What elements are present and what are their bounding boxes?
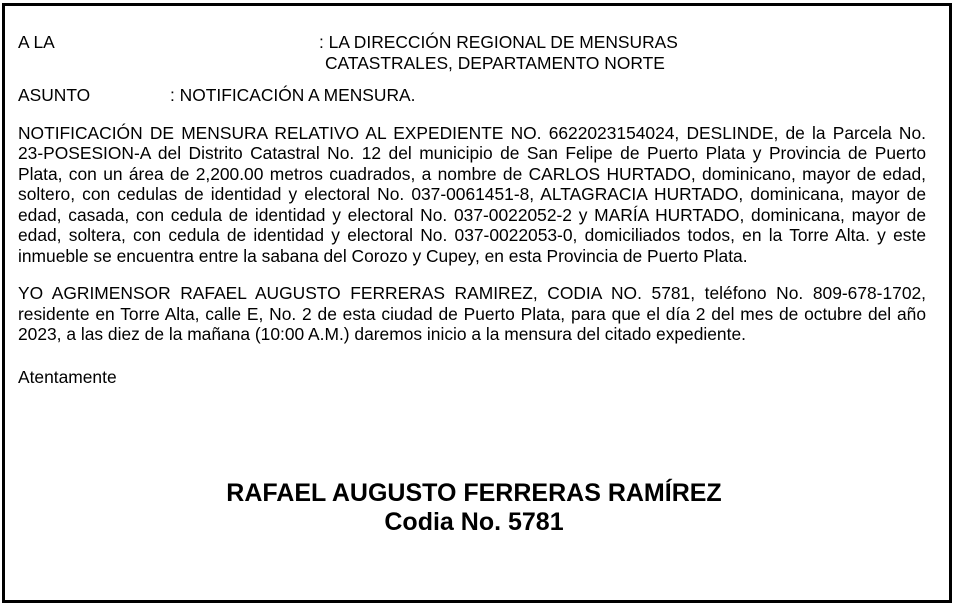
body-paragraph-1: NOTIFICACIÓN DE MENSURA RELATIVO AL EXPEDIENTE NO. 6622023154024, DESLINDE, de la Parcela No. 23-POSESION-A del Distrito Catastral No. 12 del municipio de San Felipe de Puerto Plata y Provincia de Puerto Plata, con un área de 2,200.00 metros cuadrados, a nombre de CARLOS HURTADO, dominicano, mayor de edad, soltero, con cedulas de identidad y electoral No. 037-0061451-8, ALTAGRACIA HURTADO, dominicana, mayor de edad, casada, con cedula de identidad y electoral No. 037-0022052-2 y MARÍA HURTADO, dominicana, mayor de edad, soltera, con cedula de identidad y electoral No. 037-0022053-0, domiciliados todos, en la Torre Alta. y este inmueble se encuentra entre la sabana del Corozo y Cupey, en esta Provincia de Puerto Plata.	[18, 122, 926, 266]
signature-block	[0, 479, 948, 537]
recipient-value	[319, 32, 926, 73]
notice-content	[18, 32, 926, 387]
recipient-line-1: : LA DIRECCIÓN REGIONAL DE MENSURAS	[319, 32, 678, 52]
closing-text: Atentamente	[18, 366, 117, 387]
subject-label: ASUNTO	[18, 85, 91, 105]
subject-block	[18, 85, 926, 106]
recipient-line-2: CATASTRALES, DEPARTAMENTO NORTE	[325, 52, 665, 73]
recipient-block	[18, 32, 926, 73]
subject-value: : NOTIFICACIÓN A MENSURA.	[170, 85, 416, 105]
signature-codia: Codia No. 5781	[384, 508, 564, 536]
recipient-label: A LA	[18, 32, 55, 52]
body-paragraph-2: YO AGRIMENSOR RAFAEL AUGUSTO FERRERAS RAMIREZ, CODIA NO. 5781, teléfono No. 809-678-1702, residente en Torre Alta, calle E, No. 2 de esta ciudad de Puerto Plata, para que el día 2 del mes de octubre del año 2023, a las diez de la mañana (10:00 A.M.) daremos inicio a la mensura del citado expediente.	[18, 283, 926, 344]
signature-name: RAFAEL AUGUSTO FERRERAS RAMÍREZ	[226, 479, 722, 507]
